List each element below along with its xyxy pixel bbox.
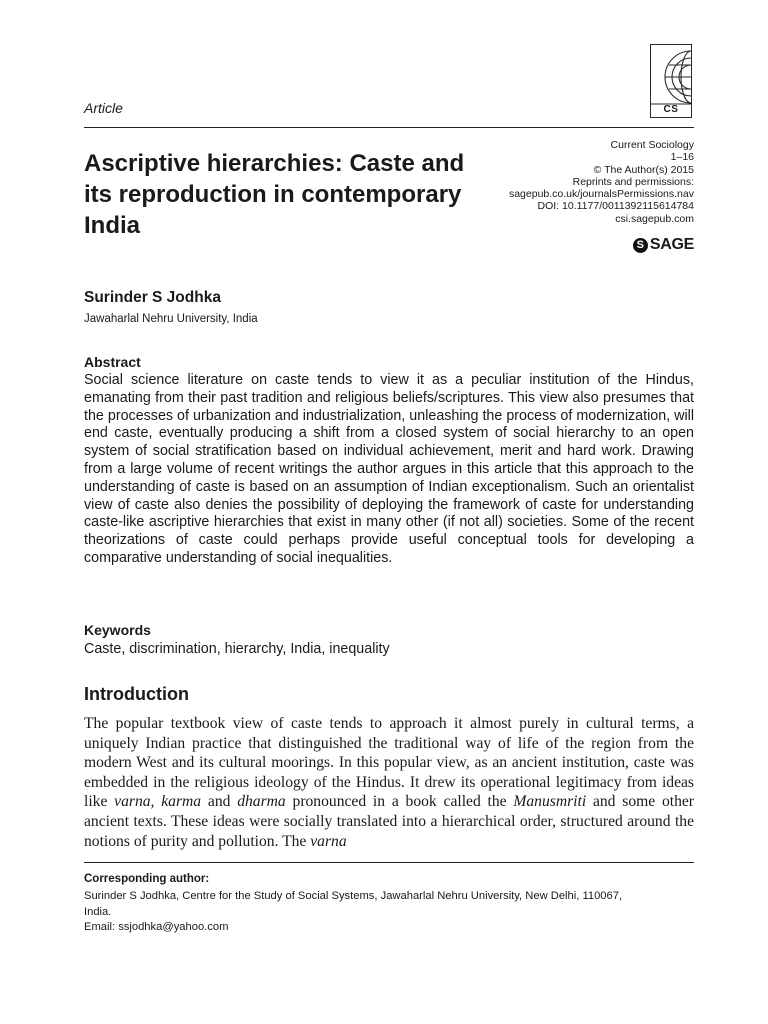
intro-text-part: pronounced in a book called the (285, 793, 514, 811)
corresponding-country: India. (84, 905, 112, 918)
publisher-logo (633, 236, 694, 254)
corresponding-author-heading: Corresponding author: (84, 873, 210, 885)
intro-term-varna: varna, (114, 793, 155, 811)
corresponding-author-details (84, 889, 699, 936)
article-title: Ascriptive hierarchies: Caste and its reproduction in contemporary India (84, 150, 465, 239)
keywords-heading: Keywords (84, 622, 151, 638)
author-affiliation: Jawaharlal Nehru University, India (84, 313, 258, 325)
header-divider (84, 127, 694, 128)
journal-name: Current Sociology (610, 139, 694, 151)
doi[interactable]: DOI: 10.1177/0011392115614784 (537, 200, 694, 213)
sage-mark-icon: S (633, 238, 648, 253)
footnote-divider (84, 862, 694, 863)
abstract-text: Social science literature on caste tends to view it as a peculiar institution of the Hindus, emanating from their past tradition and religious beliefs/scriptures. This view also presumes that the processes of urbanization and industrialization, unleashing the process of modernization, will end caste, eventually producing a shift from a closed system of social hierarchy to an open system of social stratification based on individual achievement, merit and hard work. Drawing from a large volume of recent writings the author argues in this article that this approach to the understanding of caste is based on an assumption of Indian exceptionalism. Such an orientalist view of caste also denies the possibility of deploying the framework of caste for understanding caste-like ascriptive hierarchies that exist in many other (if not all) societies. Some of the recent theorizations of caste could perhaps provide useful conceptual tools for developing a comparative understanding of social inequalities. (84, 372, 694, 566)
intro-term-manusmriti: Manusmriti (513, 793, 587, 811)
journal-meta (454, 139, 694, 225)
intro-term-dharma: dharma (237, 793, 286, 811)
journal-logo-text: CS (663, 104, 679, 115)
intro-term-varna: varna (310, 832, 347, 850)
copyright: © The Author(s) 2015 (593, 163, 694, 176)
intro-text-part: The popular textbook view of caste tends to approach it almost purely in cultural terms, a uniquely Indian practice that distinguished the traditional way of life of the region from the modern West and its cultural moorings. In this popular view, as an ancient institution, caste was embedded in the religious ideology of the Hindus. It drew its operational legitimacy from ideas like (84, 715, 694, 811)
intro-term-karma: karma (161, 793, 202, 811)
author-name: Surinder S Jodhka (84, 289, 221, 306)
reprints-label: Reprints and permissions: (572, 175, 694, 188)
publisher-name: SAGE (649, 236, 694, 253)
keywords-list: Caste, discrimination, hierarchy, India, inequality (84, 641, 390, 657)
journal-logo (650, 44, 692, 118)
page-range: 1–16 (670, 151, 694, 164)
article-type-label: Article (84, 100, 123, 116)
introduction-heading: Introduction (84, 684, 189, 704)
journal-site-link[interactable]: csi.sagepub.com (615, 212, 694, 225)
reprints-link[interactable]: sagepub.co.uk/journalsPermissions.nav (508, 188, 694, 201)
intro-text-separator: and (201, 793, 238, 811)
introduction-text (84, 714, 694, 851)
abstract-heading: Abstract (84, 354, 141, 370)
corresponding-email[interactable]: Email: ssjodhka@yahoo.com (84, 921, 229, 933)
intro-text-part: and some other ancient texts. These ideas were socially translated into a hierarchical order, structured around the notions of purity and pollution. The (84, 793, 694, 850)
corresponding-address: Surinder S Jodhka, Centre for the Study of Social Systems, Jawaharlal Nehru University, New Delhi, 110067, (84, 890, 623, 902)
